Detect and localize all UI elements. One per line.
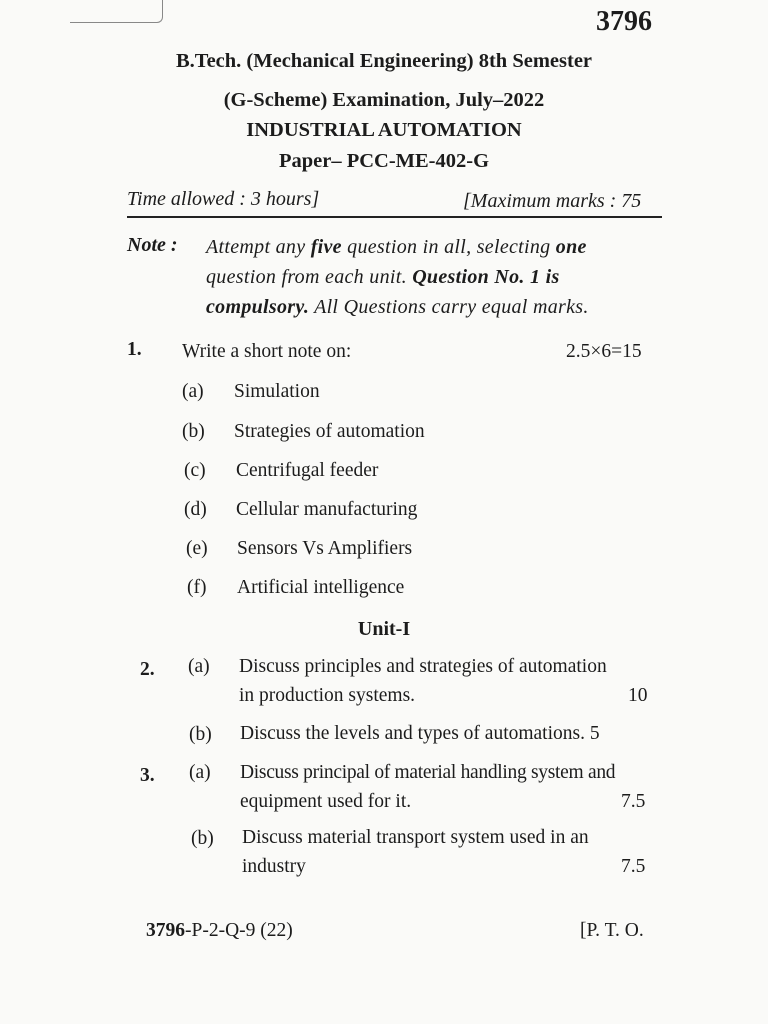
- q1-part-text: Strategies of automation: [234, 421, 425, 442]
- q1-part-label: (f): [187, 577, 207, 598]
- q3b-marks: 7.5: [621, 856, 646, 877]
- paper-code-line: Paper– PCC-ME-402-G: [278, 150, 490, 172]
- q2a-line1: Discuss principles and strategies of automation: [239, 656, 607, 677]
- q2a-label: (a): [188, 656, 210, 677]
- q1-marks: 2.5×6=15: [566, 341, 642, 362]
- q2a-marks: 10: [628, 685, 648, 706]
- q3b-line1: Discuss material transport system used in an: [242, 827, 589, 848]
- q2b-label: (b): [189, 724, 212, 745]
- q1-part-label: (a): [182, 381, 204, 402]
- q3a-line1: Discuss principal of material handling system and: [240, 762, 616, 783]
- note-label: Note :: [127, 234, 178, 256]
- q1-part-label: (d): [184, 499, 207, 520]
- q2-number: 2.: [140, 659, 155, 680]
- q1-part-text: Cellular manufacturing: [236, 499, 418, 520]
- note-line-1: Attempt any five question in all, selecting one: [206, 236, 587, 258]
- q2b-text: Discuss the levels and types of automations. 5: [240, 723, 600, 744]
- q1-part-label: (b): [182, 421, 205, 442]
- q3a-marks: 7.5: [621, 791, 646, 812]
- q3a-label: (a): [189, 762, 211, 783]
- header-line2: (G-Scheme) Examination, July–2022: [223, 89, 545, 111]
- header-rule: [127, 216, 662, 218]
- header-line1: B.Tech. (Mechanical Engineering) 8th Semester: [175, 50, 593, 72]
- paper-code: 3796: [596, 6, 652, 37]
- q1-number: 1.: [127, 339, 142, 360]
- corner-mark: [70, 0, 163, 23]
- subject-title: INDUSTRIAL AUTOMATION: [246, 119, 522, 141]
- q3-number: 3.: [140, 765, 155, 786]
- q1-part-text: Centrifugal feeder: [236, 460, 379, 481]
- q3a-line2: equipment used for it.: [240, 791, 412, 812]
- note-line-2: question from each unit. Question No. 1 is: [206, 266, 560, 288]
- q3b-label: (b): [191, 828, 214, 849]
- q3b-line2: industry: [242, 856, 306, 877]
- unit-heading: Unit-I: [357, 618, 411, 640]
- q1-part-text: Simulation: [234, 381, 320, 402]
- q1-text: Write a short note on:: [182, 341, 352, 362]
- q2a-line2: in production systems.: [239, 685, 416, 706]
- q1-part-text: Sensors Vs Amplifiers: [237, 538, 413, 559]
- q1-part-label: (e): [186, 538, 208, 559]
- time-allowed: Time allowed : 3 hours]: [127, 188, 320, 210]
- footer-code: 3796-P-2-Q-9 (22): [146, 920, 293, 941]
- q1-part-text: Artificial intelligence: [237, 577, 405, 598]
- note-line-3: compulsory. All Questions carry equal marks.: [206, 296, 589, 318]
- maximum-marks: [Maximum marks : 75: [463, 190, 642, 212]
- page-turn-note: [P. T. O.: [580, 920, 644, 941]
- q1-part-label: (c): [184, 460, 206, 481]
